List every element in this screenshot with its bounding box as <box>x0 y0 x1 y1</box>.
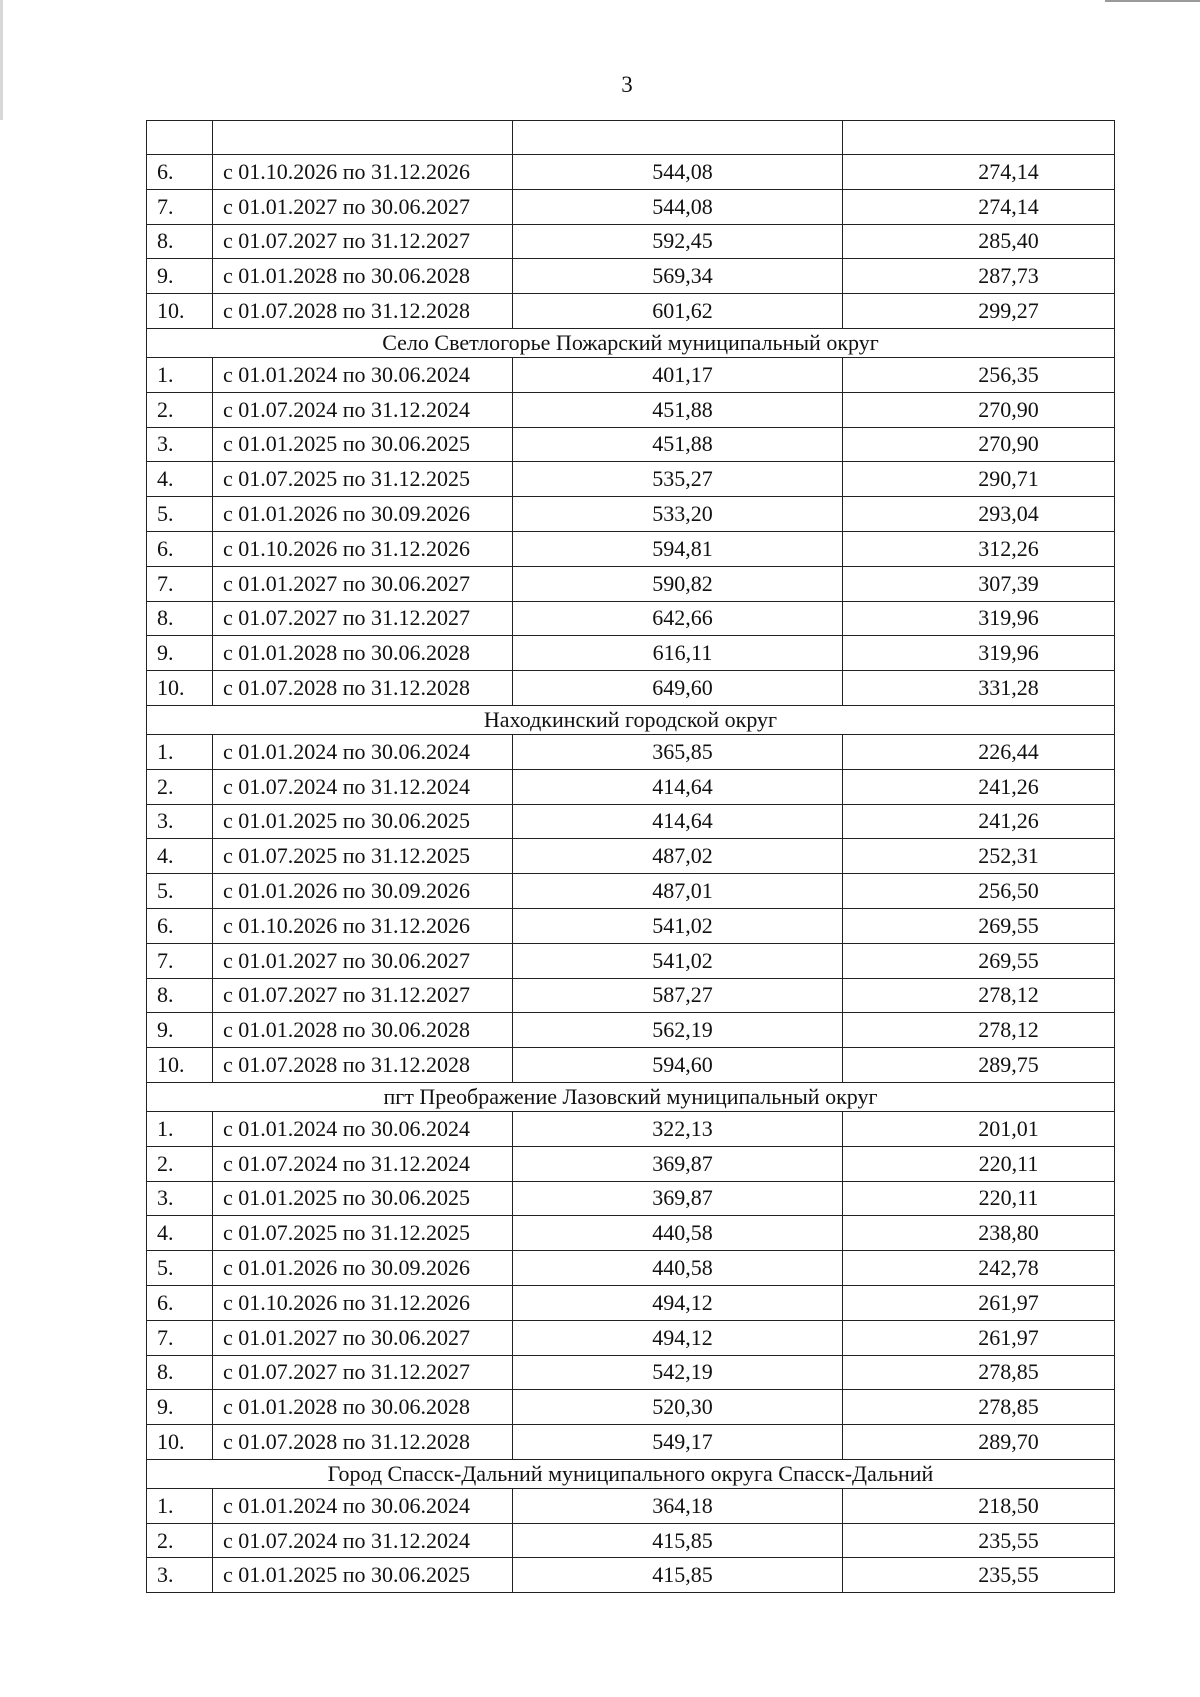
table-row <box>147 294 1115 329</box>
row-number-cell: 1. <box>147 1111 213 1146</box>
value-2-cell: 238,80 <box>843 1216 1115 1251</box>
table-row <box>147 1523 1115 1558</box>
table-row <box>147 462 1115 497</box>
value-2-cell: 278,12 <box>843 978 1115 1013</box>
row-number-cell: 1. <box>147 734 213 769</box>
value-1-cell: 592,45 <box>513 224 843 259</box>
value-2-cell: 261,97 <box>843 1320 1115 1355</box>
period-cell: с 01.07.2028 по 31.12.2028 <box>213 1048 513 1083</box>
value-1-cell: 451,88 <box>513 392 843 427</box>
value-2-cell: 220,11 <box>843 1146 1115 1181</box>
table-row <box>147 908 1115 943</box>
value-1-cell: 541,02 <box>513 908 843 943</box>
value-2-cell: 252,31 <box>843 839 1115 874</box>
table-row <box>147 392 1115 427</box>
period-cell: с 01.07.2025 по 31.12.2025 <box>213 462 513 497</box>
period-cell: с 01.07.2025 по 31.12.2025 <box>213 1216 513 1251</box>
period-cell: с 01.07.2027 по 31.12.2027 <box>213 224 513 259</box>
row-number-cell: 2. <box>147 1146 213 1181</box>
value-2-cell: 319,96 <box>843 636 1115 671</box>
row-number-cell: 3. <box>147 1181 213 1216</box>
table-row <box>147 1320 1115 1355</box>
scan-edge-mark <box>0 0 3 120</box>
value-2-cell: 270,90 <box>843 392 1115 427</box>
section-header-row <box>147 705 1115 734</box>
row-number-cell: 8. <box>147 978 213 1013</box>
row-number-cell: 5. <box>147 874 213 909</box>
tariff-table-body <box>147 121 1115 1593</box>
value-2-cell: 218,50 <box>843 1488 1115 1523</box>
table-row <box>147 804 1115 839</box>
table-row <box>147 978 1115 1013</box>
header-cell-number <box>147 121 213 155</box>
period-cell: с 01.07.2028 по 31.12.2028 <box>213 1425 513 1460</box>
value-2-cell: 278,85 <box>843 1355 1115 1390</box>
value-1-cell: 487,02 <box>513 839 843 874</box>
table-row <box>147 1390 1115 1425</box>
value-2-cell: 274,14 <box>843 155 1115 190</box>
section-title: Находкинский городской округ <box>147 705 1115 734</box>
row-number-cell: 7. <box>147 189 213 224</box>
header-cell-value-2 <box>843 121 1115 155</box>
value-2-cell: 235,55 <box>843 1558 1115 1593</box>
period-cell: с 01.01.2026 по 30.09.2026 <box>213 1251 513 1286</box>
table-row <box>147 636 1115 671</box>
row-number-cell: 8. <box>147 1355 213 1390</box>
value-2-cell: 241,26 <box>843 804 1115 839</box>
value-1-cell: 494,12 <box>513 1320 843 1355</box>
value-2-cell: 319,96 <box>843 601 1115 636</box>
table-header-row <box>147 121 1115 155</box>
value-1-cell: 533,20 <box>513 497 843 532</box>
value-2-cell: 287,73 <box>843 259 1115 294</box>
value-2-cell: 220,11 <box>843 1181 1115 1216</box>
period-cell: с 01.01.2028 по 30.06.2028 <box>213 1390 513 1425</box>
table-row <box>147 497 1115 532</box>
table-row <box>147 1146 1115 1181</box>
table-row <box>147 874 1115 909</box>
table-row <box>147 357 1115 392</box>
section-header-row <box>147 1082 1115 1111</box>
value-2-cell: 226,44 <box>843 734 1115 769</box>
value-2-cell: 261,97 <box>843 1285 1115 1320</box>
table-row <box>147 1181 1115 1216</box>
row-number-cell: 3. <box>147 804 213 839</box>
value-1-cell: 642,66 <box>513 601 843 636</box>
value-2-cell: 278,85 <box>843 1390 1115 1425</box>
table-row <box>147 1048 1115 1083</box>
value-2-cell: 235,55 <box>843 1523 1115 1558</box>
period-cell: с 01.01.2024 по 30.06.2024 <box>213 1111 513 1146</box>
value-1-cell: 542,19 <box>513 1355 843 1390</box>
table-row <box>147 566 1115 601</box>
row-number-cell: 7. <box>147 1320 213 1355</box>
period-cell: с 01.07.2025 по 31.12.2025 <box>213 839 513 874</box>
header-cell-value-1 <box>513 121 843 155</box>
period-cell: с 01.01.2025 по 30.06.2025 <box>213 804 513 839</box>
row-number-cell: 4. <box>147 839 213 874</box>
section-header-row <box>147 328 1115 357</box>
value-2-cell: 331,28 <box>843 671 1115 706</box>
row-number-cell: 10. <box>147 294 213 329</box>
row-number-cell: 6. <box>147 1285 213 1320</box>
row-number-cell: 3. <box>147 1558 213 1593</box>
table-row <box>147 189 1115 224</box>
row-number-cell: 6. <box>147 908 213 943</box>
row-number-cell: 8. <box>147 224 213 259</box>
table-row <box>147 943 1115 978</box>
section-header-row <box>147 1459 1115 1488</box>
row-number-cell: 4. <box>147 462 213 497</box>
row-number-cell: 6. <box>147 531 213 566</box>
table-row <box>147 1111 1115 1146</box>
value-2-cell: 269,55 <box>843 908 1115 943</box>
tariff-table <box>146 120 1115 1593</box>
period-cell: с 01.07.2024 по 31.12.2024 <box>213 1523 513 1558</box>
value-1-cell: 369,87 <box>513 1181 843 1216</box>
table-row <box>147 1558 1115 1593</box>
table-row <box>147 1488 1115 1523</box>
row-number-cell: 2. <box>147 769 213 804</box>
row-number-cell: 10. <box>147 1425 213 1460</box>
value-1-cell: 322,13 <box>513 1111 843 1146</box>
row-number-cell: 3. <box>147 427 213 462</box>
row-number-cell: 5. <box>147 497 213 532</box>
value-1-cell: 365,85 <box>513 734 843 769</box>
value-1-cell: 587,27 <box>513 978 843 1013</box>
table-row <box>147 839 1115 874</box>
period-cell: с 01.01.2024 по 30.06.2024 <box>213 734 513 769</box>
value-2-cell: 290,71 <box>843 462 1115 497</box>
section-title: Город Спасск-Дальний муниципального округа Спасск-Дальний <box>147 1459 1115 1488</box>
row-number-cell: 7. <box>147 566 213 601</box>
period-cell: с 01.07.2024 по 31.12.2024 <box>213 1146 513 1181</box>
period-cell: с 01.07.2027 по 31.12.2027 <box>213 601 513 636</box>
row-number-cell: 9. <box>147 636 213 671</box>
table-row <box>147 601 1115 636</box>
row-number-cell: 8. <box>147 601 213 636</box>
period-cell: с 01.01.2024 по 30.06.2024 <box>213 357 513 392</box>
row-number-cell: 2. <box>147 1523 213 1558</box>
period-cell: с 01.10.2026 по 31.12.2026 <box>213 155 513 190</box>
value-2-cell: 201,01 <box>843 1111 1115 1146</box>
row-number-cell: 6. <box>147 155 213 190</box>
row-number-cell: 10. <box>147 1048 213 1083</box>
value-1-cell: 544,08 <box>513 155 843 190</box>
value-1-cell: 440,58 <box>513 1216 843 1251</box>
value-2-cell: 278,12 <box>843 1013 1115 1048</box>
table-row <box>147 427 1115 462</box>
value-1-cell: 601,62 <box>513 294 843 329</box>
period-cell: с 01.01.2027 по 30.06.2027 <box>213 943 513 978</box>
table-row <box>147 734 1115 769</box>
period-cell: с 01.01.2027 по 30.06.2027 <box>213 566 513 601</box>
value-1-cell: 535,27 <box>513 462 843 497</box>
period-cell: с 01.01.2025 по 30.06.2025 <box>213 427 513 462</box>
scan-corner-mark <box>1105 0 1200 2</box>
value-1-cell: 594,81 <box>513 531 843 566</box>
period-cell: с 01.10.2026 по 31.12.2026 <box>213 531 513 566</box>
value-1-cell: 520,30 <box>513 1390 843 1425</box>
value-2-cell: 242,78 <box>843 1251 1115 1286</box>
value-2-cell: 270,90 <box>843 427 1115 462</box>
value-1-cell: 369,87 <box>513 1146 843 1181</box>
period-cell: с 01.07.2028 по 31.12.2028 <box>213 671 513 706</box>
period-cell: с 01.07.2027 по 31.12.2027 <box>213 1355 513 1390</box>
table-row <box>147 224 1115 259</box>
value-1-cell: 541,02 <box>513 943 843 978</box>
table-row <box>147 259 1115 294</box>
value-2-cell: 289,75 <box>843 1048 1115 1083</box>
row-number-cell: 9. <box>147 259 213 294</box>
value-2-cell: 293,04 <box>843 497 1115 532</box>
period-cell: с 01.01.2028 по 30.06.2028 <box>213 636 513 671</box>
table-row <box>147 1285 1115 1320</box>
value-2-cell: 274,14 <box>843 189 1115 224</box>
period-cell: с 01.01.2028 по 30.06.2028 <box>213 1013 513 1048</box>
value-1-cell: 487,01 <box>513 874 843 909</box>
row-number-cell: 5. <box>147 1251 213 1286</box>
period-cell: с 01.07.2024 по 31.12.2024 <box>213 769 513 804</box>
period-cell: с 01.01.2027 по 30.06.2027 <box>213 1320 513 1355</box>
table-row <box>147 531 1115 566</box>
value-2-cell: 256,35 <box>843 357 1115 392</box>
value-1-cell: 414,64 <box>513 804 843 839</box>
period-cell: с 01.01.2028 по 30.06.2028 <box>213 259 513 294</box>
table-row <box>147 769 1115 804</box>
value-1-cell: 364,18 <box>513 1488 843 1523</box>
period-cell: с 01.01.2025 по 30.06.2025 <box>213 1181 513 1216</box>
table-row <box>147 1216 1115 1251</box>
value-2-cell: 312,26 <box>843 531 1115 566</box>
row-number-cell: 1. <box>147 1488 213 1523</box>
row-number-cell: 2. <box>147 392 213 427</box>
table-row <box>147 1251 1115 1286</box>
period-cell: с 01.01.2026 по 30.09.2026 <box>213 497 513 532</box>
value-2-cell: 256,50 <box>843 874 1115 909</box>
value-1-cell: 440,58 <box>513 1251 843 1286</box>
row-number-cell: 7. <box>147 943 213 978</box>
value-1-cell: 649,60 <box>513 671 843 706</box>
value-1-cell: 616,11 <box>513 636 843 671</box>
period-cell: с 01.10.2026 по 31.12.2026 <box>213 1285 513 1320</box>
table-row <box>147 1355 1115 1390</box>
table-row <box>147 155 1115 190</box>
value-2-cell: 285,40 <box>843 224 1115 259</box>
table-row <box>147 1013 1115 1048</box>
period-cell: с 01.01.2024 по 30.06.2024 <box>213 1488 513 1523</box>
value-2-cell: 307,39 <box>843 566 1115 601</box>
row-number-cell: 1. <box>147 357 213 392</box>
period-cell: с 01.07.2027 по 31.12.2027 <box>213 978 513 1013</box>
row-number-cell: 4. <box>147 1216 213 1251</box>
row-number-cell: 10. <box>147 671 213 706</box>
page-number: 3 <box>621 72 633 97</box>
period-cell: с 01.01.2027 по 30.06.2027 <box>213 189 513 224</box>
value-1-cell: 401,17 <box>513 357 843 392</box>
table-row <box>147 1425 1115 1460</box>
value-2-cell: 269,55 <box>843 943 1115 978</box>
value-1-cell: 414,64 <box>513 769 843 804</box>
value-1-cell: 590,82 <box>513 566 843 601</box>
row-number-cell: 9. <box>147 1013 213 1048</box>
period-cell: с 01.10.2026 по 31.12.2026 <box>213 908 513 943</box>
section-title: пгт Преображение Лазовский муниципальный округ <box>147 1082 1115 1111</box>
table-row <box>147 671 1115 706</box>
value-1-cell: 569,34 <box>513 259 843 294</box>
value-1-cell: 415,85 <box>513 1558 843 1593</box>
period-cell: с 01.01.2026 по 30.09.2026 <box>213 874 513 909</box>
value-1-cell: 549,17 <box>513 1425 843 1460</box>
value-1-cell: 494,12 <box>513 1285 843 1320</box>
row-number-cell: 9. <box>147 1390 213 1425</box>
value-2-cell: 299,27 <box>843 294 1115 329</box>
value-1-cell: 415,85 <box>513 1523 843 1558</box>
period-cell: с 01.01.2025 по 30.06.2025 <box>213 1558 513 1593</box>
value-2-cell: 289,70 <box>843 1425 1115 1460</box>
period-cell: с 01.07.2028 по 31.12.2028 <box>213 294 513 329</box>
value-2-cell: 241,26 <box>843 769 1115 804</box>
value-1-cell: 594,60 <box>513 1048 843 1083</box>
value-1-cell: 544,08 <box>513 189 843 224</box>
value-1-cell: 562,19 <box>513 1013 843 1048</box>
header-cell-period <box>213 121 513 155</box>
section-title: Село Светлогорье Пожарский муниципальный округ <box>147 328 1115 357</box>
value-1-cell: 451,88 <box>513 427 843 462</box>
period-cell: с 01.07.2024 по 31.12.2024 <box>213 392 513 427</box>
